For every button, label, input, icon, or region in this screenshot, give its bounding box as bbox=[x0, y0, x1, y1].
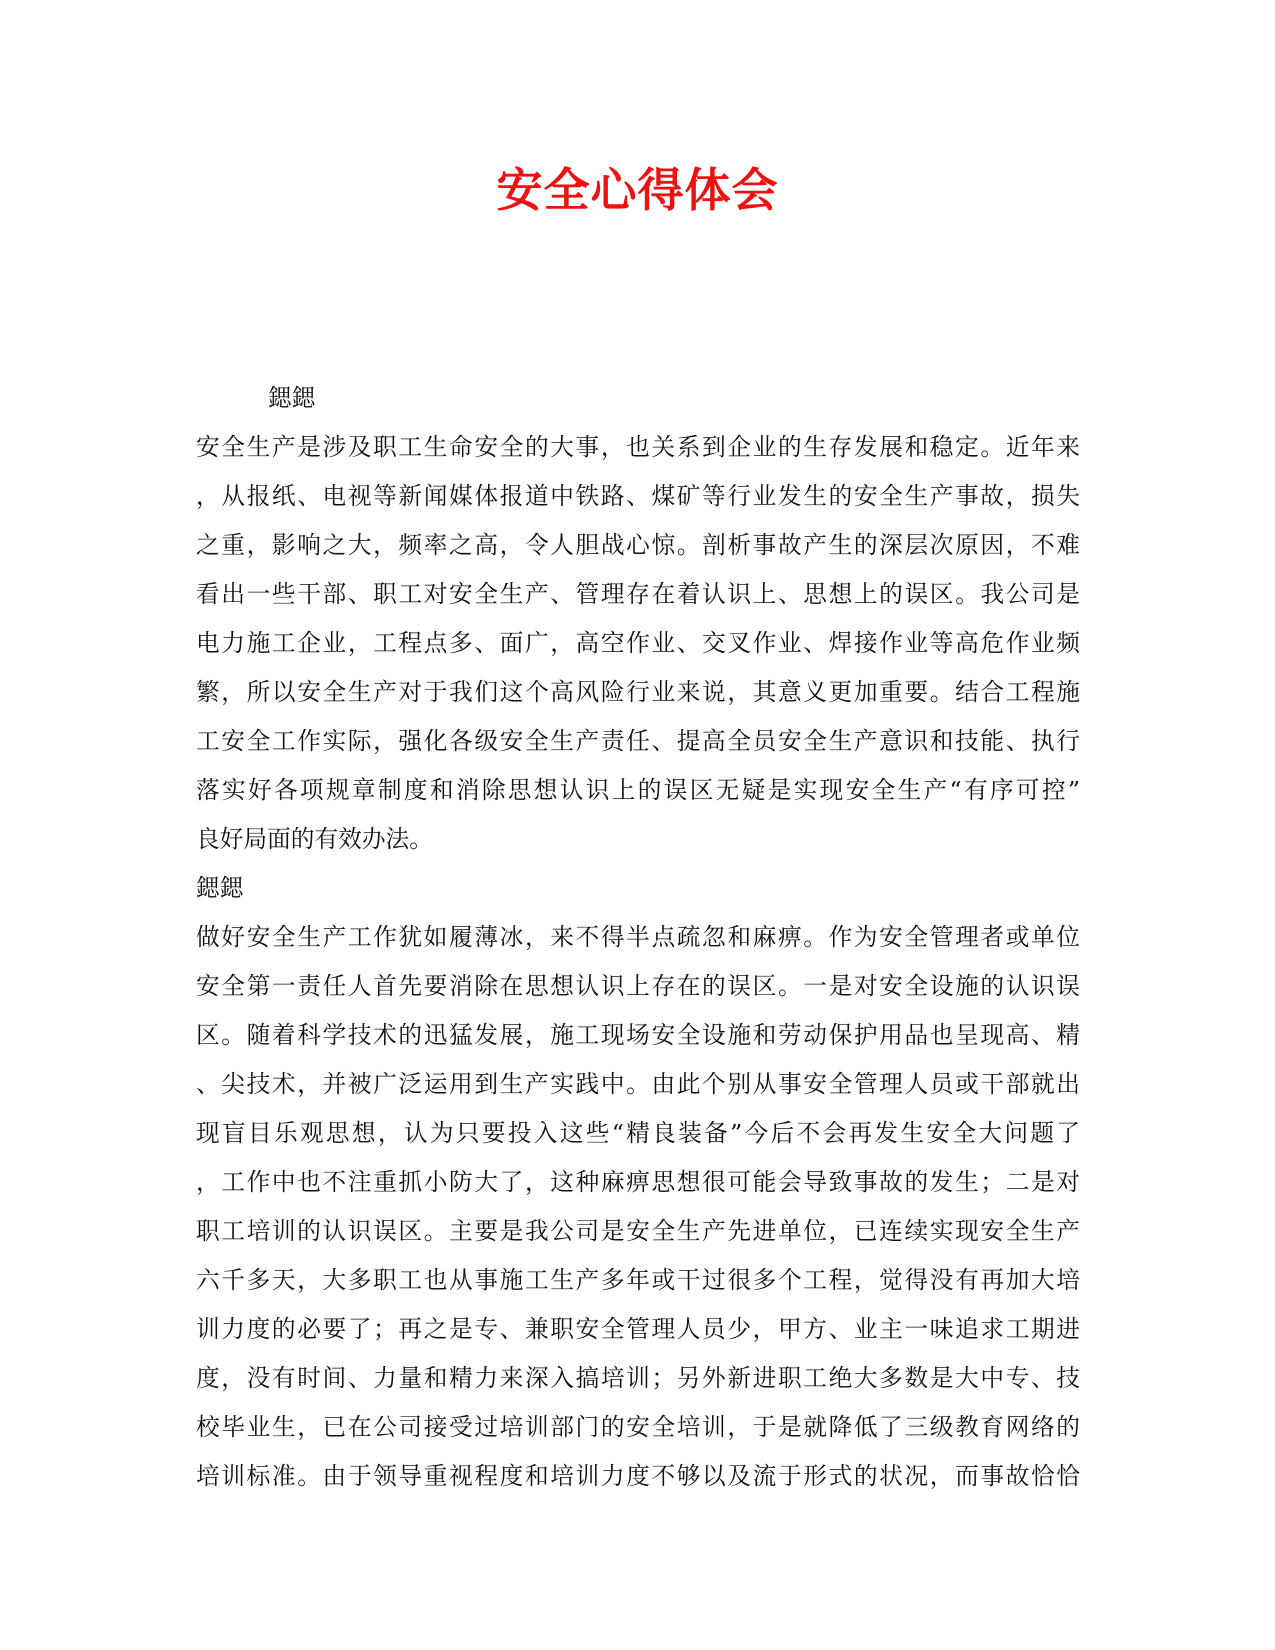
document-body bbox=[196, 374, 1080, 1501]
paragraph-2-line: ，从报纸、电视等新闻媒体报道中铁路、煤矿等行业发生的安全生产事故，损失 bbox=[196, 482, 1080, 510]
paragraph-2-line: 安全生产是涉及职工生命安全的大事，也关系到企业的生存发展和稳定。近年来 bbox=[196, 433, 1080, 461]
paragraph-4-line: ，工作中也不注重抓小防大了，这种麻痹思想很可能会导致事故的发生；二是对 bbox=[196, 1168, 1080, 1196]
paragraph-3-line: 鍶鍶 bbox=[196, 874, 244, 902]
paragraph-2-line: 之重，影响之大，频率之高，令人胆战心惊。剖析事故产生的深层次原因，不难 bbox=[196, 531, 1080, 559]
paragraph-4-line: 训力度的必要了；再之是专、兼职安全管理人员少，甲方、业主一味追求工期进 bbox=[196, 1315, 1080, 1343]
paragraph-4-line: 校毕业生，已在公司接受过培训部门的安全培训，于是就降低了三级教育网络的 bbox=[196, 1413, 1080, 1441]
paragraph-2-line: 电力施工企业，工程点多、面广，高空作业、交叉作业、焊接作业等高危作业频 bbox=[196, 629, 1080, 657]
paragraph-4-line: 度，没有时间、力量和精力来深入搞培训；另外新进职工绝大多数是大中专、技 bbox=[196, 1364, 1080, 1392]
paragraph-4-line: 做好安全生产工作犹如履薄冰，来不得半点疏忽和麻痹。作为安全管理者或单位 bbox=[196, 923, 1080, 951]
paragraph-4-line: 培训标准。由于领导重视程度和培训力度不够以及流于形式的状况，而事故恰恰 bbox=[196, 1462, 1080, 1490]
paragraph-2-line: 繁，所以安全生产对于我们这个高风险行业来说，其意义更加重要。结合工程施 bbox=[196, 678, 1080, 706]
paragraph-4-line: 现盲目乐观思想，认为只要投入这些“精良装备”今后不会再发生安全大问题了 bbox=[196, 1119, 1080, 1147]
paragraph-2-line: 落实好各项规章制度和消除思想认识上的误区无疑是实现安全生产“有序可控” bbox=[196, 776, 1080, 804]
paragraph-2-line: 良好局面的有效办法。 bbox=[196, 825, 433, 853]
document-title: 安全心得体会 bbox=[496, 163, 779, 217]
paragraph-2-line: 工安全工作实际，强化各级安全生产责任、提高全员安全生产意识和技能、执行 bbox=[196, 727, 1080, 755]
paragraph-2-line: 看出一些干部、职工对安全生产、管理存在着认识上、思想上的误区。我公司是 bbox=[196, 580, 1080, 608]
paragraph-4-line: 六千多天，大多职工也从事施工生产多年或干过很多个工程，觉得没有再加大培 bbox=[196, 1266, 1080, 1294]
paragraph-1-line: 鍶鍶 bbox=[268, 384, 316, 412]
paragraph-4-line: 职工培训的认识误区。主要是我公司是安全生产先进单位，已连续实现安全生产 bbox=[196, 1217, 1080, 1245]
paragraph-4-line: 区。随着科学技术的迅猛发展，施工现场安全设施和劳动保护用品也呈现高、精 bbox=[196, 1021, 1080, 1049]
paragraph-4-line: 、尖技术，并被广泛运用到生产实践中。由此个别从事安全管理人员或干部就出 bbox=[196, 1070, 1080, 1098]
paragraph-4-line: 安全第一责任人首先要消除在思想认识上存在的误区。一是对安全设施的认识误 bbox=[196, 972, 1080, 1000]
